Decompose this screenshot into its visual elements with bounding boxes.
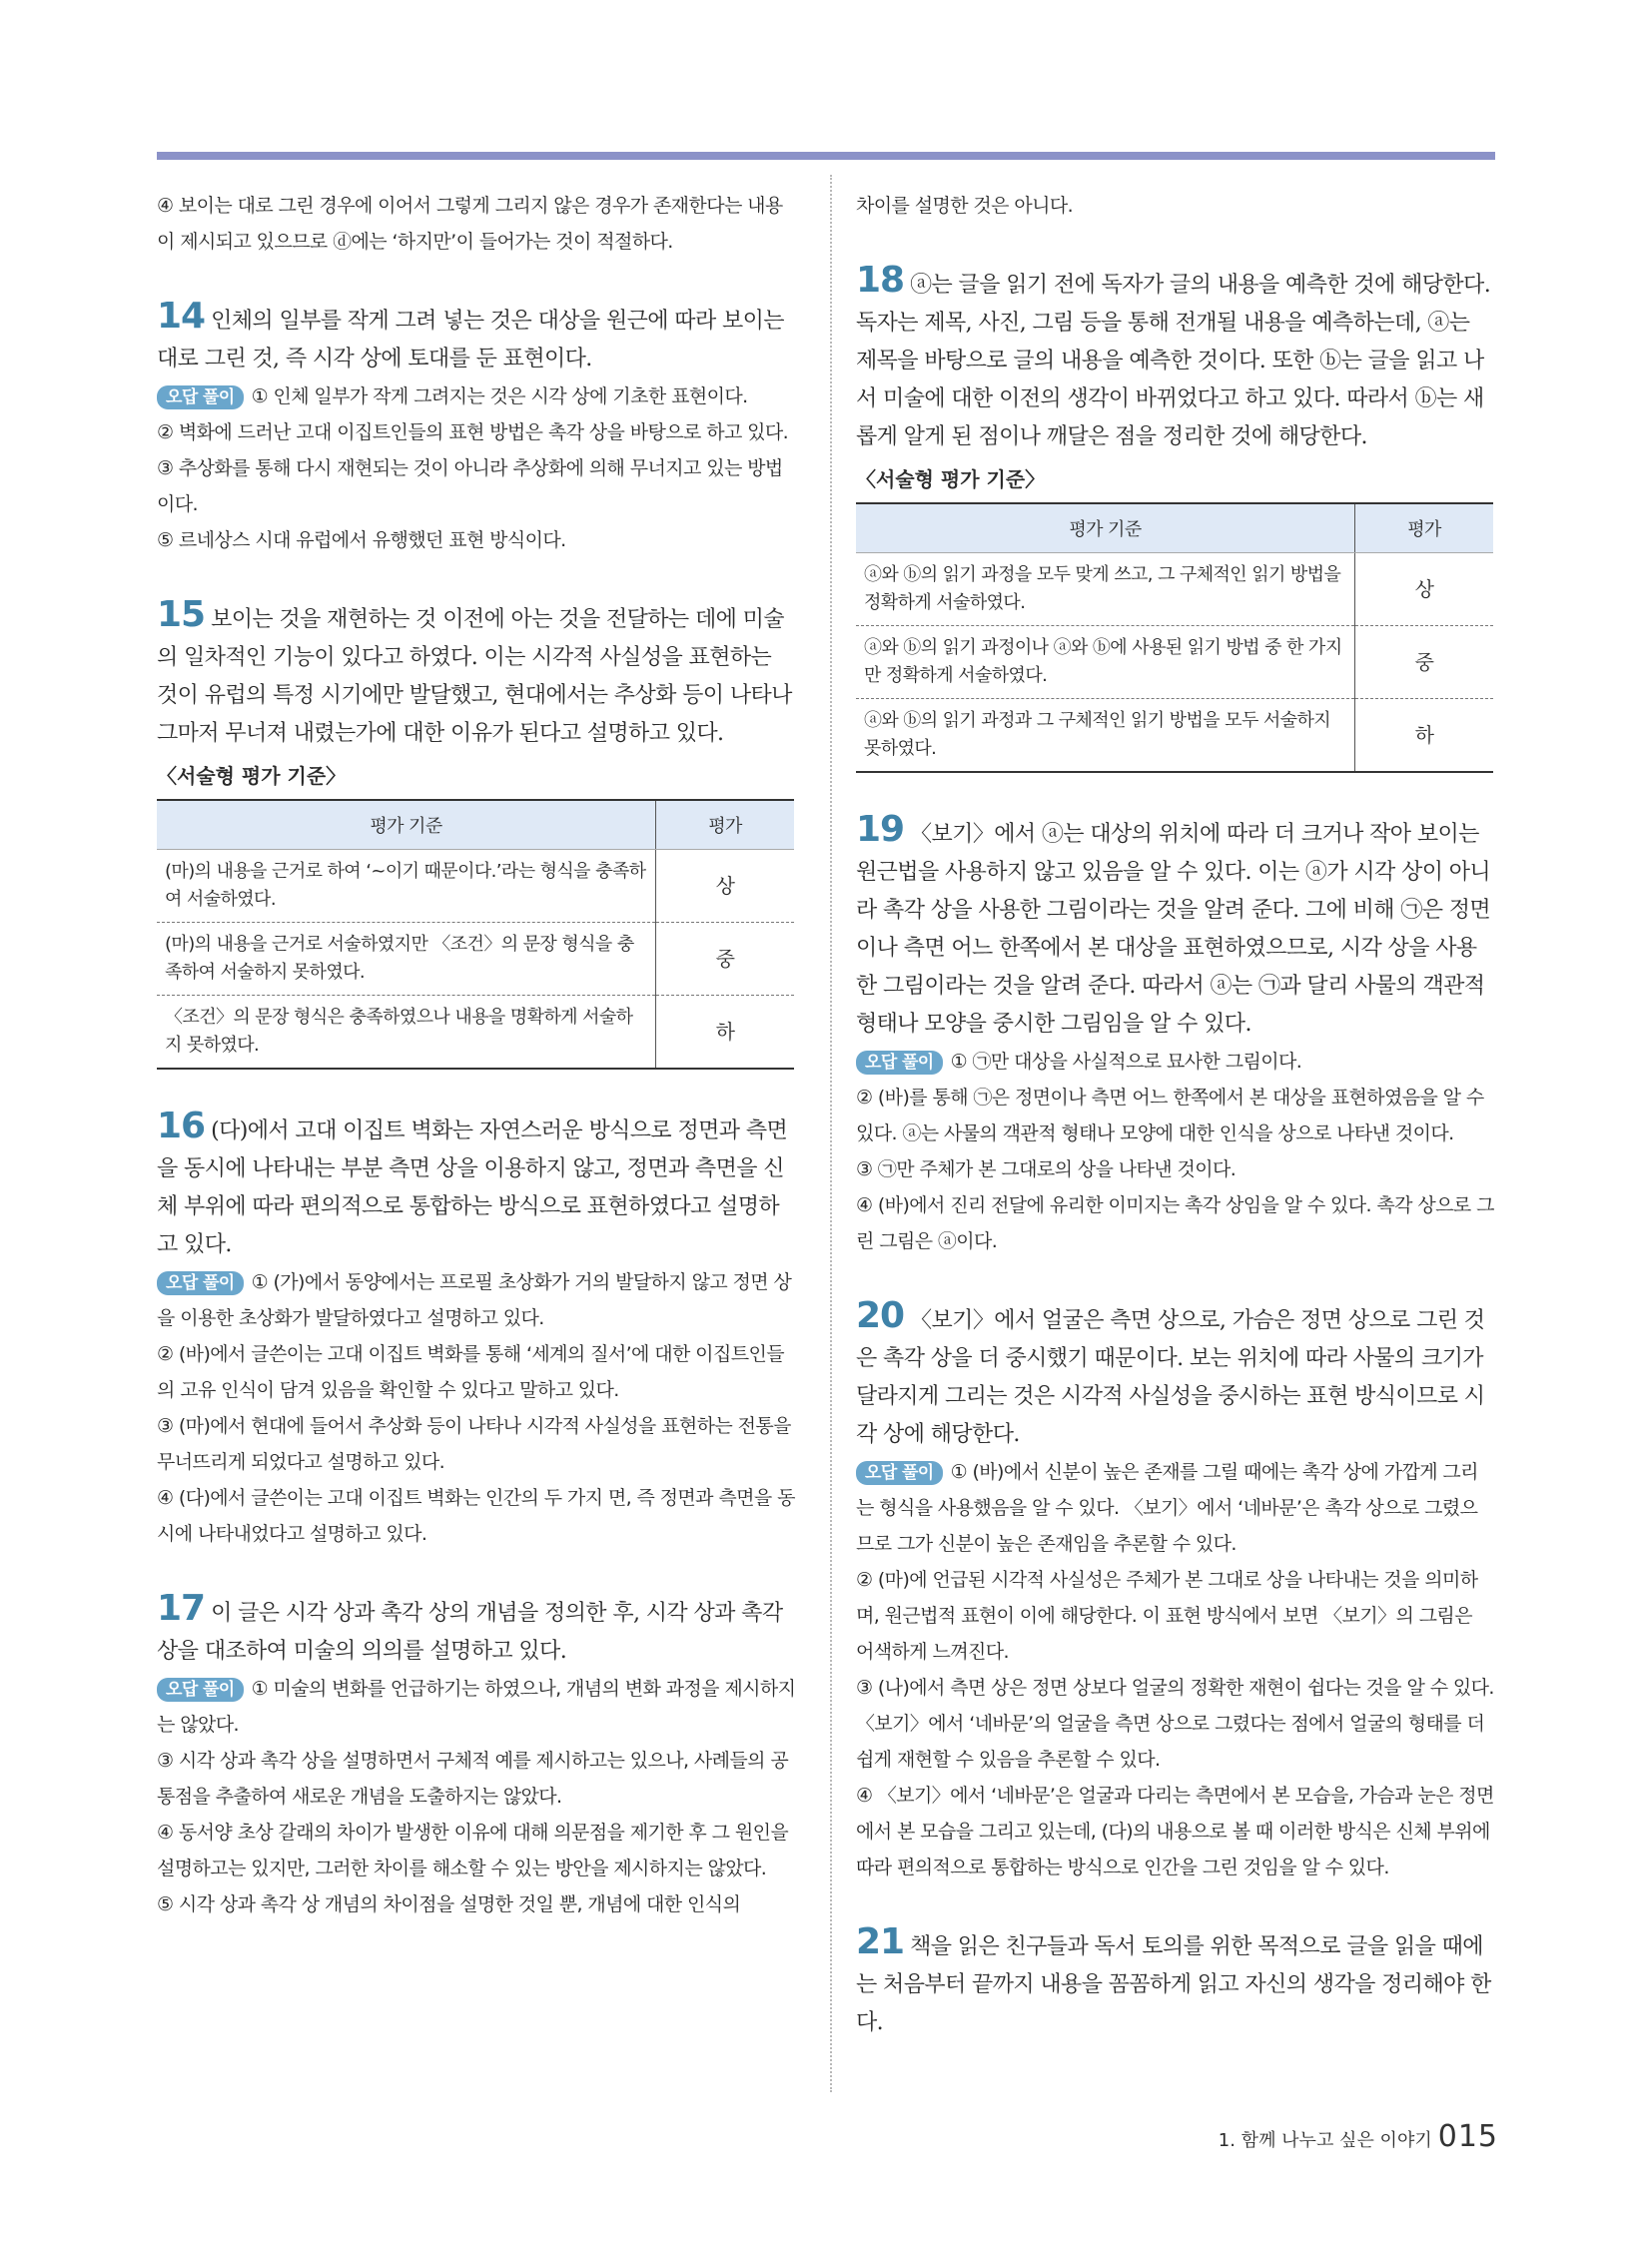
wrong-answer-line: ③ (마)에서 현대에 들어서 추상화 등이 나타나 시각적 사실성을 표현하는 전통을 무너뜨리게 되었다고 설명하고 있다. xyxy=(157,1415,791,1473)
table-row xyxy=(157,850,794,923)
wrong-answer-line: ③ ㉠만 주체가 본 그대로의 상을 나타낸 것이다. xyxy=(856,1158,1237,1180)
table-row xyxy=(157,923,794,996)
intro-paragraph: ④ 보이는 대로 그린 경우에 이어서 그렇게 그리지 않은 경우가 존재한다는 내용이 제시되고 있으므로 ⓓ에는 ‘하지만’이 들어가는 것이 적절하다. xyxy=(157,195,783,253)
wrong-answer-line: ② (바)에서 글쓴이는 고대 이집트 벽화를 통해 ‘세계의 질서’에 대한 이집트인들의 고유 인식이 담겨 있음을 확인할 수 있다고 말하고 있다. xyxy=(157,1343,784,1401)
table-row xyxy=(157,996,794,1070)
question-number: 14 xyxy=(157,296,206,337)
question-number: 19 xyxy=(856,809,905,850)
grade-cell: 하 xyxy=(1355,699,1494,773)
answer-text: (다)에서 고대 이집트 벽화는 자연스러운 방식으로 정면과 측면을 동시에 나타내는 부분 측면 상을 이용하지 않고, 정면과 측면을 신체 부위에 따라 편의적으로 통합하는 방식으로 표현하였다고 설명하고 있다. xyxy=(157,1119,788,1257)
grade-col-header: 평가 xyxy=(656,800,795,850)
wrong-answer-line: ③ 시각 상과 촉각 상을 설명하면서 구체적 예를 제시하고는 있으나, 사례들의 공통점을 추출하여 새로운 개념을 도출하지는 않았다. xyxy=(157,1750,789,1808)
wrong-answer-line: 오답 풀이 ① (바)에서 신분이 높은 존재를 그릴 때에는 촉각 상에 가깝게 그리는 형식을 사용했음을 알 수 있다. 〈보기〉에서 ‘네바문’은 촉각 상으로 그렸으므로 그가 신분이 높은 존재임을 추론할 수 있다. xyxy=(856,1461,1478,1555)
answer-text: 책을 읽은 친구들과 독서 토의를 위한 목적으로 글을 읽을 때에는 처음부터 끝까지 내용을 꼼꼼하게 읽고 자신의 생각을 정리해야 한다. xyxy=(856,1934,1491,2035)
answer-text: ⓐ는 글을 읽기 전에 독자가 글의 내용을 예측한 것에 해당한다. 독자는 제목, 사진, 그림 등을 통해 전개될 내용을 예측하는데, ⓐ는 제목을 바탕으로 글의 내용을 예측한 것이다. 또한 ⓑ는 글을 읽고 나서 미술에 대한 이전의 생각이 바뀌었다고 하고 있다. 따라서 ⓑ는 새롭게 알게 된 점이나 깨달은 점을 정리한 것에 해당한다. xyxy=(856,273,1491,449)
wrong-answer-badge: 오답 풀이 xyxy=(157,1678,244,1702)
wrong-answer-line: 오답 풀이 ① ㉠만 대상을 사실적으로 묘사한 그림이다. xyxy=(856,1044,1495,1080)
question-number: 16 xyxy=(157,1106,206,1146)
question-number: 21 xyxy=(856,1921,905,1962)
wrong-answer-line: ④ (바)에서 진리 전달에 유리한 이미지는 촉각 상임을 알 수 있다. 촉각 상으로 그린 그림은 ⓐ이다. xyxy=(856,1194,1494,1252)
criteria-header xyxy=(856,503,1493,553)
wrong-answer-badge: 오답 풀이 xyxy=(856,1051,943,1075)
answer-text: 〈보기〉에서 ⓐ는 대상의 위치에 따라 더 크거나 작아 보이는 원근법을 사용하지 않고 있음을 알 수 있다. 이는 ⓐ가 시각 상이 아니라 촉각 상을 사용한 그림이라는 것을 알려 준다. 그에 비해 ㉠은 정면이나 측면 어느 한쪽에서 본 대상을 표현하였으므로, 시각 상을 사용한 그림이라는 것을 알려 준다. 따라서 ⓐ는 ㉠과 달리 사물의 객관적 형태나 모양을 중시한 그림임을 알 수 있다. xyxy=(856,822,1491,1037)
grade-cell: 중 xyxy=(1355,626,1494,699)
criteria-cell: (마)의 내용을 근거로 하여 ‘~이기 때문이다.’라는 형식을 충족하여 서술하였다. xyxy=(157,850,656,923)
wrong-answer-line: 오답 풀이 ① 미술의 변화를 언급하기는 하였으나, 개념의 변화 과정을 제시하지는 않았다. xyxy=(157,1678,796,1736)
left-column xyxy=(157,188,796,1922)
question-21 xyxy=(856,1923,1495,2042)
column-divider xyxy=(830,175,832,2092)
question-number: 20 xyxy=(856,1295,905,1336)
page-number: 015 xyxy=(1437,2119,1498,2154)
grade-col-header: 평가 xyxy=(1355,503,1494,553)
question-20 xyxy=(856,1297,1495,1454)
page-footer xyxy=(1209,2119,1498,2154)
criteria-cell: ⓐ와 ⓑ의 읽기 과정과 그 구체적인 읽기 방법을 모두 서술하지 못하였다. xyxy=(856,699,1355,773)
grade-cell: 하 xyxy=(656,996,795,1070)
grade-cell: 상 xyxy=(656,850,795,923)
question-19 xyxy=(856,811,1495,1044)
answer-text: 보이는 것을 재현하는 것 이전에 아는 것을 전달하는 데에 미술의 일차적인 기능이 있다고 하였다. 이는 시각적 사실성을 표현하는 것이 유럽의 특정 시기에만 발달했고, 현대에서는 추상화 등이 나타나 그마저 무너져 내렸는가에 대한 이유가 된다고 설명하고 있다. xyxy=(157,607,792,746)
answer-text: 인체의 일부를 작게 그려 넣는 것은 대상을 원근에 따라 보이는 대로 그린 것, 즉 시각 상에 토대를 둔 표현이다. xyxy=(157,309,784,372)
criteria-cell: ⓐ와 ⓑ의 읽기 과정을 모두 맞게 쓰고, 그 구체적인 읽기 방법을 정확하게 서술하였다. xyxy=(856,553,1355,626)
question-17 xyxy=(157,1590,796,1671)
criteria-header xyxy=(157,800,794,850)
question-number: 15 xyxy=(157,594,206,635)
question-16 xyxy=(157,1108,796,1264)
table-row xyxy=(856,626,1493,699)
criteria-table xyxy=(856,502,1493,773)
wrong-answer-line: ④ 〈보기〉에서 ‘네바문’은 얼굴과 다리는 측면에서 본 모습을, 가슴과 눈은 정면에서 본 모습을 그리고 있는데, (다)의 내용으로 볼 때 이러한 방식은 신체 부위에 따라 편의적으로 통합하는 방식으로 인간을 그린 것임을 알 수 있다. xyxy=(856,1785,1494,1878)
chapter-title: 1. 함께 나누고 싶은 이야기 xyxy=(1218,2130,1432,2151)
criteria-cell: 〈조건〉의 문장 형식은 충족하였으나 내용을 명확하게 서술하지 못하였다. xyxy=(157,996,656,1070)
wrong-answer-line: 오답 풀이 ① (가)에서 동양에서는 프로필 초상화가 거의 발달하지 않고 정면 상을 이용한 초상화가 발달하였다고 설명하고 있다. xyxy=(157,1271,792,1329)
table-row xyxy=(856,553,1493,626)
wrong-answer-badge: 오답 풀이 xyxy=(856,1461,943,1485)
question-14 xyxy=(157,298,796,378)
wrong-answer-line: ② (바)를 통해 ㉠은 정면이나 측면 어느 한쪽에서 본 대상을 표현하였음을 알 수 있다. ⓐ는 사물의 객관적 형태나 모양에 대한 인식을 상으로 나타낸 것이다. xyxy=(856,1087,1484,1144)
criteria-cell: (마)의 내용을 근거로 서술하였지만 〈조건〉의 문장 형식을 충족하여 서술하지 못하였다. xyxy=(157,923,656,996)
wrong-answer-line: ② 벽화에 드러난 고대 이집트인들의 표현 방법은 촉각 상을 바탕으로 하고 있다. xyxy=(157,421,789,443)
wrong-answer-line: ② (마)에 언급된 시각적 사실성은 주체가 본 그대로 상을 나타내는 것을 의미하며, 원근법적 표현이 이에 해당한다. 이 표현 방식에서 보면 〈보기〉의 그림은 어색하게 느껴진다. xyxy=(856,1569,1478,1663)
grade-cell: 상 xyxy=(1355,553,1494,626)
wrong-answer-line: ④ 동서양 초상 갈래의 차이가 발생한 이유에 대해 의문점을 제기한 후 그 원인을 설명하고는 있지만, 그러한 차이를 해소할 수 있는 방안을 제시하지는 않았다. xyxy=(157,1822,789,1879)
wrong-answer-line: ③ 추상화를 통해 다시 재현되는 것이 아니라 추상화에 의해 무너지고 있는 방법이다. xyxy=(157,457,783,515)
criteria-table xyxy=(157,799,794,1070)
wrong-answer-line: ③ (나)에서 측면 상은 정면 상보다 얼굴의 정확한 재현이 쉽다는 것을 알 수 있다. 〈보기〉에서 ‘네바문’의 얼굴을 측면 상으로 그렸다는 점에서 얼굴의 형태를 더 쉽게 재현할 수 있음을 추론할 수 있다. xyxy=(856,1677,1494,1771)
question-number: 17 xyxy=(157,1588,206,1629)
wrong-answer-badge: 오답 풀이 xyxy=(157,385,244,409)
question-15 xyxy=(157,596,796,753)
right-column xyxy=(856,188,1495,2042)
criteria-col-header: 평가 기준 xyxy=(856,503,1355,553)
criteria-title: 〈서술형 평가 기준〉 xyxy=(856,467,1046,491)
grade-cell: 중 xyxy=(656,923,795,996)
wrong-answer-badge: 오답 풀이 xyxy=(157,1271,244,1295)
wrong-answer-line: ④ (다)에서 글쓴이는 고대 이집트 벽화는 인간의 두 가지 면, 즉 정면과 측면을 동시에 나타내었다고 설명하고 있다. xyxy=(157,1487,795,1545)
answer-text: 이 글은 시각 상과 촉각 상의 개념을 정의한 후, 시각 상과 촉각 상을 대조하여 미술의 의의를 설명하고 있다. xyxy=(157,1601,783,1664)
wrong-answer-line: ⑤ 시각 상과 촉각 상 개념의 차이점을 설명한 것일 뿐, 개념에 대한 인식의 xyxy=(157,1893,741,1915)
top-rule xyxy=(157,152,1495,160)
question-number: 18 xyxy=(856,260,905,301)
answer-text: 〈보기〉에서 얼굴은 측면 상으로, 가슴은 정면 상으로 그린 것은 촉각 상을 더 중시했기 때문이다. 보는 위치에 따라 사물의 크기가 달라지게 그리는 것은 시각적 사실성을 중시하는 표현 방식이므로 시각 상에 해당한다. xyxy=(856,1308,1485,1447)
wrong-answer-line: 오답 풀이 ① 인체 일부가 작게 그려지는 것은 시각 상에 기초한 표현이다. xyxy=(157,378,796,414)
question-18 xyxy=(856,262,1495,456)
continued-text: 차이를 설명한 것은 아니다. xyxy=(856,195,1074,217)
criteria-cell: ⓐ와 ⓑ의 읽기 과정이나 ⓐ와 ⓑ에 사용된 읽기 방법 중 한 가지만 정확하게 서술하였다. xyxy=(856,626,1355,699)
table-row xyxy=(856,699,1493,773)
criteria-col-header: 평가 기준 xyxy=(157,800,656,850)
criteria-title: 〈서술형 평가 기준〉 xyxy=(157,764,347,788)
wrong-answer-line: ⑤ 르네상스 시대 유럽에서 유행했던 표현 방식이다. xyxy=(157,529,566,551)
